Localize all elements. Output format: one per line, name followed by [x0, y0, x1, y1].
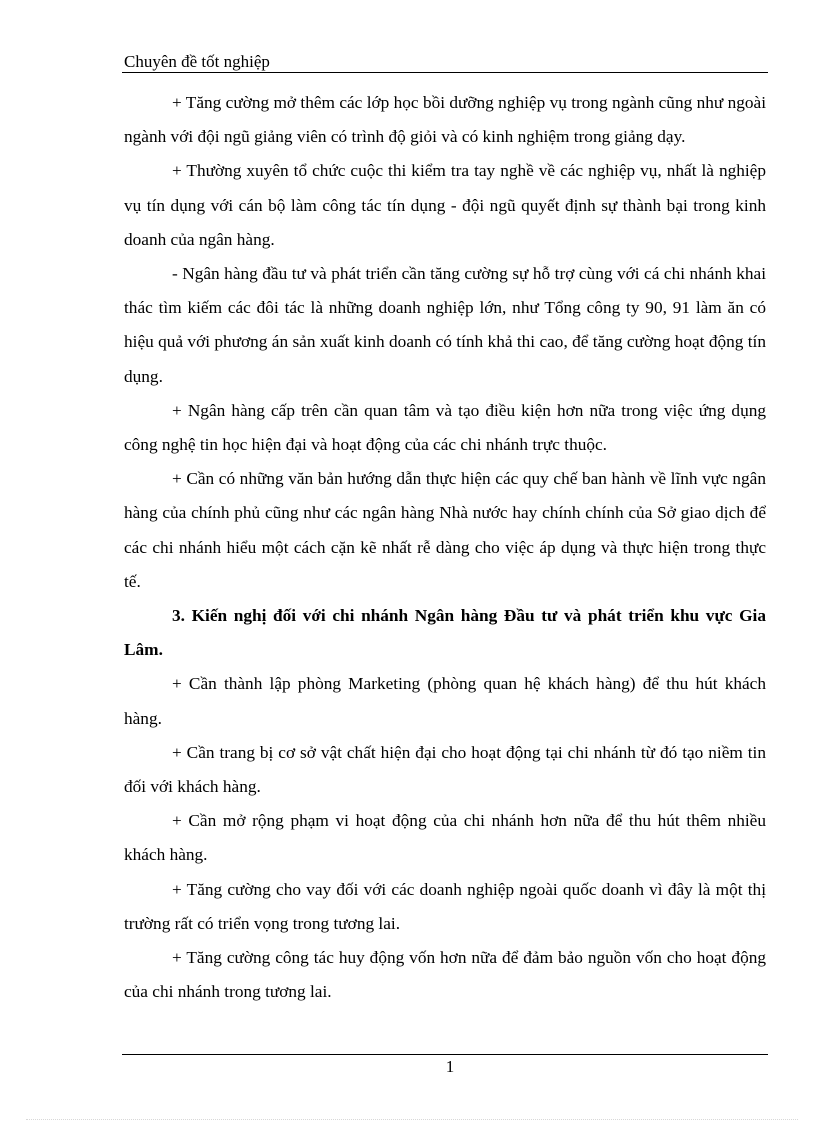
footer-divider	[122, 1054, 768, 1055]
page-header-title: Chuyên đề tốt nghiệp	[124, 52, 270, 71]
page-number: 1	[445, 1057, 455, 1076]
paragraph-skill-contests: + Thường xuyên tổ chức cuộc thi kiểm tra tay nghề về các nghiệp vụ, nhất là nghiệp vụ tín dụng với cán bộ làm công tác tín dụng - đội ngũ quyết định sự thành bại trong kinh doanh của ngân hàng.	[124, 161, 766, 249]
paragraph-marketing: + Cần thành lập phòng Marketing (phòng quan hệ khách hàng) để thu hút khách hàng.	[124, 674, 766, 728]
document-body	[124, 86, 766, 1009]
paragraph-facilities: + Cần trang bị cơ sở vật chất hiện đại cho hoạt động tại chi nhánh từ đó tạo niềm tin đối với khách hàng.	[124, 742, 766, 797]
paragraph-lending: + Tăng cường cho vay đối với các doanh nghiệp ngoài quốc doanh vì đây là một thị trường rất có triển vọng trong tương lai.	[124, 879, 766, 933]
paragraph-guidance-documents: + Cần có những văn bản hướng dẫn thực hiện các quy chế ban hành về lĩnh vực ngân hàng của chính phủ cũng như các ngân hàng Nhà nước hay chính chính của Sở giao dịch để các chi nhánh hiểu một cách cặn kẽ nhất rễ dàng cho việc áp dụng và thực hiện trong thực tế.	[124, 469, 766, 591]
paragraph-capital-mobilization: + Tăng cường công tác huy động vốn hơn nữa để đảm bảo nguồn vốn cho hoạt động của chi nhánh trong tương lai.	[124, 948, 766, 1002]
page-bottom-border	[26, 1119, 798, 1120]
paragraph-partner-support: - Ngân hàng đầu tư và phát triển cần tăng cường sự hỗ trợ cùng với cá chi nhánh khai thác tìm kiếm các đôi tác là những doanh nghiệp lớn, như Tổng công ty 90, 91 làm ăn có hiệu quả với phương án sản xuất kinh doanh có tính khả thi cao, để tăng cường hoạt động tín dụng.	[124, 264, 766, 386]
paragraph-training-courses: + Tăng cường mở thêm các lớp học bồi dưỡng nghiệp vụ trong ngành cũng như ngoài ngành với đội ngũ giảng viên có trình độ giỏi và có kinh nghiệm trong giảng dạy.	[124, 93, 766, 147]
paragraph-expand-scope: + Cần mở rộng phạm vi hoạt động của chi nhánh hơn nữa để thu hút thêm nhiều khách hàng.	[124, 811, 766, 865]
header-divider	[122, 72, 768, 73]
paragraph-technology: + Ngân hàng cấp trên cần quan tâm và tạo điều kiện hơn nữa trong việc ứng dụng công nghệ tin học hiện đại và hoạt động của các chi nhánh trực thuộc.	[124, 400, 766, 455]
section-heading-recommendations: 3. Kiến nghị đối với chi nhánh Ngân hàng Đầu tư và phát triển khu vực Gia Lâm.	[124, 606, 766, 660]
